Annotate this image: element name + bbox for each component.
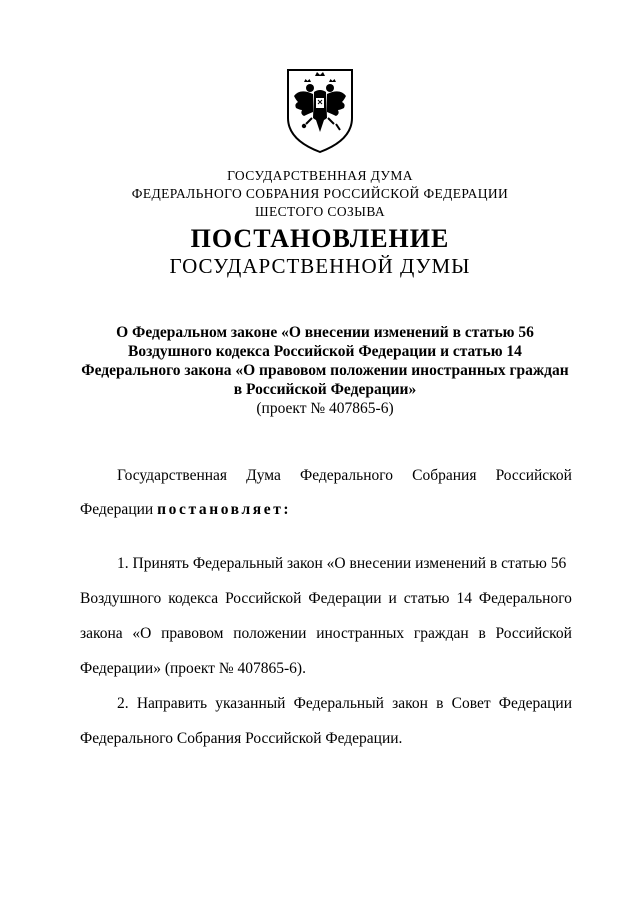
preamble-text: Федерации	[80, 501, 154, 518]
item1-word: кодекса	[168, 590, 219, 607]
item1-line-3	[80, 624, 572, 643]
item1-word: граждан	[413, 625, 469, 642]
item2-word: Совет	[451, 695, 491, 712]
document-title: ПОСТАНОВЛЕНИЕ	[190, 224, 450, 253]
item1-line-2	[80, 589, 572, 608]
item2-word: указанный	[215, 695, 286, 712]
item1-word: 14	[456, 590, 472, 607]
preamble-word: Российской	[495, 467, 572, 484]
preamble-word: Собрания	[412, 467, 477, 484]
item2-line-2: Федерального Собрания Российской Федерации.	[80, 730, 403, 747]
item1-word: правовом	[161, 625, 224, 642]
about-line-3: Федерального закона «О правовом положении иностранных граждан	[81, 362, 569, 379]
preamble-line-1	[117, 466, 572, 485]
item2-word: Направить	[136, 695, 208, 712]
header-line-2: ФЕДЕРАЛЬНОГО СОБРАНИЯ РОССИЙСКОЙ ФЕДЕРАЦИИ	[131, 186, 509, 201]
item2-word: Федеральный	[293, 695, 384, 712]
coat-of-arms-icon	[284, 66, 356, 156]
about-line-2: Воздушного кодекса Российской Федерации и статью 14	[128, 343, 522, 360]
item1-word: в	[478, 625, 486, 642]
item1-word: Российской	[495, 625, 572, 642]
item1-word: иностранных	[316, 625, 405, 642]
about-line-4: в Российской Федерации»	[233, 381, 417, 398]
preamble-word: Федерального	[299, 467, 394, 484]
item1-word: «О	[132, 625, 152, 642]
item1-word: Федерального	[478, 590, 572, 607]
item1-word: положении	[233, 625, 307, 642]
item2-word: 2.	[117, 695, 129, 712]
project-number: (проект № 407865-6)	[256, 400, 394, 417]
preamble-line-2	[80, 500, 291, 519]
item1-word: Воздушного	[80, 590, 162, 607]
item1-word: Федерации	[308, 590, 382, 607]
resolves-emphasis: постановляет:	[157, 501, 292, 518]
item1-line-1: 1. Принять Федеральный закон «О внесении изменений в статью 56	[117, 555, 567, 572]
item1-word: закона	[80, 625, 123, 642]
item2-line-1	[117, 694, 572, 713]
header-line-3: ШЕСТОГО СОЗЫВА	[254, 204, 386, 219]
about-line-1: О Федеральном законе «О внесении изменений в статью 56	[116, 324, 534, 341]
preamble-word: Дума	[246, 467, 281, 484]
item1-line-4: Федерации» (проект № 407865-6).	[80, 660, 306, 677]
item2-word: в	[436, 695, 444, 712]
header-line-1: ГОСУДАРСТВЕННАЯ ДУМА	[227, 168, 413, 183]
item1-word: и	[388, 590, 397, 607]
item2-word: Федерации	[498, 695, 572, 712]
item1-word: Российской	[225, 590, 302, 607]
item2-word: закон	[392, 695, 428, 712]
document-subtitle: ГОСУДАРСТВЕННОЙ ДУМЫ	[169, 254, 471, 278]
preamble-word: Государственная	[117, 467, 228, 484]
item1-word: статью	[403, 590, 450, 607]
